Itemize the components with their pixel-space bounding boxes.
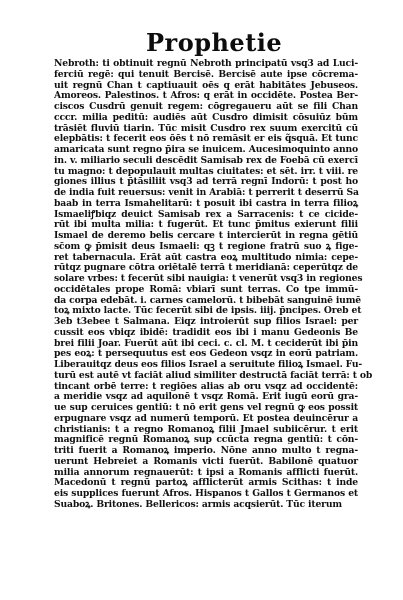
- text-line: milia annorum regnauerūt: t ipsi a Romanis afflicti fuerūt.: [54, 466, 358, 478]
- text-line: toꝝ mixto lacte. Tūc fecerūt sibi de ipsis. iiij. p̄ncipes. Oreb et: [54, 305, 362, 317]
- text-line: Ismael de deremo belis cercare t intercierūt in regna gētiū: [54, 230, 358, 241]
- text-line: sc̄om ꝙ p̄misit deus Ismaeli: qꝫ t regione fratrū suo ꝝ fige-: [54, 240, 358, 252]
- page-header: Prophetie: [146, 28, 283, 57]
- text-line: pes eoꝝ: t persequutus est eos Gedeon vsqz in eorū patriam.: [54, 348, 358, 360]
- text-line: rūtqz pugnare cōtra oriētalē terrā t meridianā: ceperūtqz de: [54, 262, 358, 274]
- text-line: tincant orbē terre: t regiōes alias ab oru vsqz ad occidentē:: [54, 380, 358, 392]
- text-line: ret tabernacula. Erāt aūt castra eoꝝ multitudo nimia: cepe-: [54, 251, 358, 263]
- text-line: uerunt Hebreiet a Romanis victi fuerūt. Babilonē quatuor: [54, 455, 358, 467]
- text-line: occidētales prope Romā: vbiarī sunt terras. Co tpe immū-: [54, 283, 358, 295]
- text-block: [54, 58, 373, 511]
- text-line: Nebroth: ti obtinuit regnū Nebroth principatū vsq3 ad Luci-: [54, 58, 358, 69]
- text-line: Amoreos. Palestinos. t Afros: q erāt in occidēte. Postea Ber-: [54, 90, 358, 102]
- text-line: cccr. milia peditū: audiēs aūt Cusdro dimisit cōsuiūz būm: [54, 111, 358, 123]
- text-line: elepbātis: t fecerit eos ōēs t nō remāsit er eis q̃squā. Et tunc: [54, 133, 358, 145]
- text-line: Suaboꝝ. Britones. Bellericos: armis acqsierūt. Tūc iterum: [54, 498, 342, 510]
- text-line: brei filii Joar. Fuerūt aūt ibi ceci. c. cl. M. t ceciderūt ibi p̄in: [54, 337, 358, 349]
- text-line: rūt ibi multa milia: t fugerūt. Et tunc p̄mitus exierunt filii: [54, 219, 358, 231]
- text-line: ferciū regē: qui tenuit Bercisē. Bercisē aute ipse cōcrema-: [54, 68, 358, 80]
- text-line: trāsiēt fluviū tiarin. Tūc misit Cusdro rex suum exercitū cū: [54, 122, 358, 134]
- text-line: triti fuerit a Romanoꝝ imperio. Nōne anno multo t regna-: [54, 445, 358, 456]
- text-line: amaricata sunt regno p̄ira se inuicem. Aucesimoquinto anno: [54, 144, 358, 155]
- text-line: de india fuit reuersus: venit in Arabiā: t perrerit t deserrū Sa: [54, 187, 359, 198]
- text-line: Ismaeliꝭbiqz deuict Samisab rex a Sarracenis: t ce cicide-: [54, 208, 358, 220]
- text-line: christianis: t a regno Romanoꝝ filii Jmael subiicērur. t erit: [54, 423, 358, 435]
- text-line: tu magno: t depopulauit multas ciuitates: et sēt. irr. t viii. re: [54, 165, 358, 177]
- text-line: ue sup ceruices gentiū: t nō erit gens vel regnū ꝙ eos possit: [54, 402, 358, 413]
- text-line: a meridie vsqz ad aquilonē t vsqz Romā. Erit iugū eorū gra-: [54, 391, 358, 403]
- text-line: ciscos Cusdrū genuit regem: cōgregaueru aūt se fili Chan: [54, 101, 358, 112]
- text-line: erpugnare vsqz ad numerū temporū. Et postea deuincērur a: [54, 412, 358, 424]
- text-line: baab in terra Ismahelitarū: t posuit ibi castra in terra filioꝝ: [54, 197, 358, 209]
- text-line: uit regnū Chan t captiuauit oēs q erāt habitātes Jebuseos.: [54, 79, 358, 91]
- text-line: Macedonū t regnū partoꝝ afflicterūt armis Scithas: t inde: [54, 477, 358, 489]
- text-line: da corpa edebāt. i. carnes camelorū. t bibebāt sanguinē iumē: [54, 294, 361, 306]
- text-line: 3eb t3ebee t Salmana. Eiqz introierūt sup filios Israel: per: [54, 316, 358, 327]
- text-line: turū est autē vt faciāt aliud similiter destructā faciāt terrā: t ob: [54, 369, 373, 381]
- text-line: giones illius t p̄tāsiliit vsq3 ad terrā regnī Indorū: t post ho: [54, 176, 358, 188]
- text-line: eis supplices fuerunt Afros. Hispanos t Gallos t Germanos et: [54, 488, 358, 499]
- text-line: in. v. miliario seculi descēdit Samisab rex de Foebā cū exercī: [54, 154, 358, 166]
- text-line: magnificē regnū Romanoꝝ sup ccūcta regna gentiū: t cōn-: [54, 434, 358, 446]
- text-line: cussit eos vbiqz ibidē: tradidit eos ibi i manu Gedeonis Be: [54, 326, 358, 338]
- text-line: Liberauitqz deus eos filios Israel a seruitute filioꝝ Ismael. Fu-: [54, 359, 363, 370]
- text-line: solare vrbes: t fecerūt sibi nauigia: t venerūt vsq3 in regiones: [54, 273, 363, 284]
